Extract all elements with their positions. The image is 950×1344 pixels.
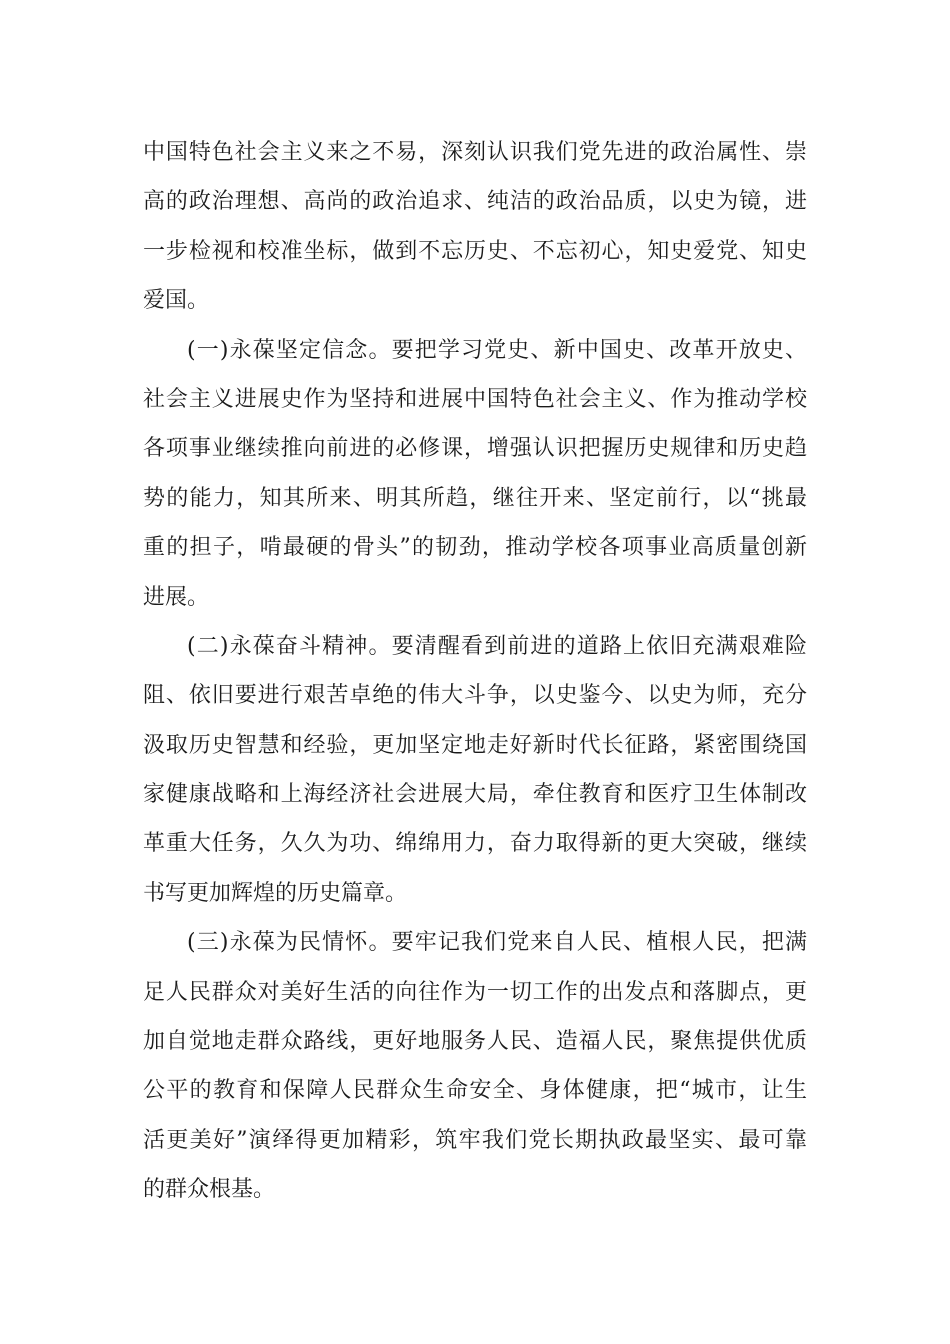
paragraph-line: 爱国。 <box>143 288 210 314</box>
paragraph-line: (一)永葆坚定信念。要把学习党史、新中国史、改革开放史、 <box>187 337 807 363</box>
paragraph-line: 各项事业继续推向前进的必修课，增强认识把握历史规律和历史趋 <box>143 436 807 462</box>
paragraph-line: 进展。 <box>143 584 210 610</box>
paragraph-intro <box>143 128 807 326</box>
paragraph-line: 汲取历史智慧和经验，更加坚定地走好新时代长征路，紧密围绕国 <box>143 732 807 758</box>
paragraph-line: 重的担子，啃最硬的骨头”的韧劲，推动学校各项事业高质量创新 <box>143 535 807 561</box>
paragraph-line: 公平的教育和保障人民群众生命安全、身体健康，把“城市，让生 <box>143 1078 807 1104</box>
paragraph-item-2 <box>143 622 807 918</box>
paragraph-line: 阻、依旧要进行艰苦卓绝的伟大斗争，以史鉴今、以史为师，充分 <box>143 683 807 709</box>
paragraph-line: 活更美好”演绎得更加精彩，筑牢我们党长期执政最坚实、最可靠 <box>143 1127 807 1153</box>
paragraph-item-1 <box>143 326 807 622</box>
paragraph-line: 书写更加辉煌的历史篇章。 <box>143 880 408 906</box>
paragraph-line: 高的政治理想、高尚的政治追求、纯洁的政治品质，以史为镜，进 <box>143 189 807 215</box>
paragraph-line: 足人民群众对美好生活的向往作为一切工作的出发点和落脚点，更 <box>143 979 807 1005</box>
paragraph-line: (二)永葆奋斗精神。要清醒看到前进的道路上依旧充满艰难险 <box>187 633 807 659</box>
paragraph-line: 社会主义进展史作为坚持和进展中国特色社会主义、作为推动学校 <box>143 386 807 412</box>
paragraph-line: (三)永葆为民情怀。要牢记我们党来自人民、植根人民，把满 <box>187 930 807 956</box>
paragraph-line: 家健康战略和上海经济社会进展大局，牵住教育和医疗卫生体制改 <box>143 782 807 808</box>
paragraph-line: 中国特色社会主义来之不易，深刻认识我们党先进的政治属性、崇 <box>143 140 807 165</box>
paragraph-line: 革重大任务，久久为功、绵绵用力，奋力取得新的更大突破，继续 <box>143 831 807 857</box>
paragraph-line: 加自觉地走群众路线，更好地服务人民、造福人民，聚焦提供优质 <box>143 1029 807 1055</box>
paragraph-line: 势的能力，知其所来、明其所趋，继往开来、坚定前行，以“挑最 <box>143 485 807 511</box>
document-body <box>143 128 807 1215</box>
paragraph-item-3 <box>143 918 807 1214</box>
paragraph-line: 的群众根基。 <box>143 1177 276 1203</box>
paragraph-line: 一步检视和校准坐标，做到不忘历史、不忘初心，知史爱党、知史 <box>143 238 807 264</box>
